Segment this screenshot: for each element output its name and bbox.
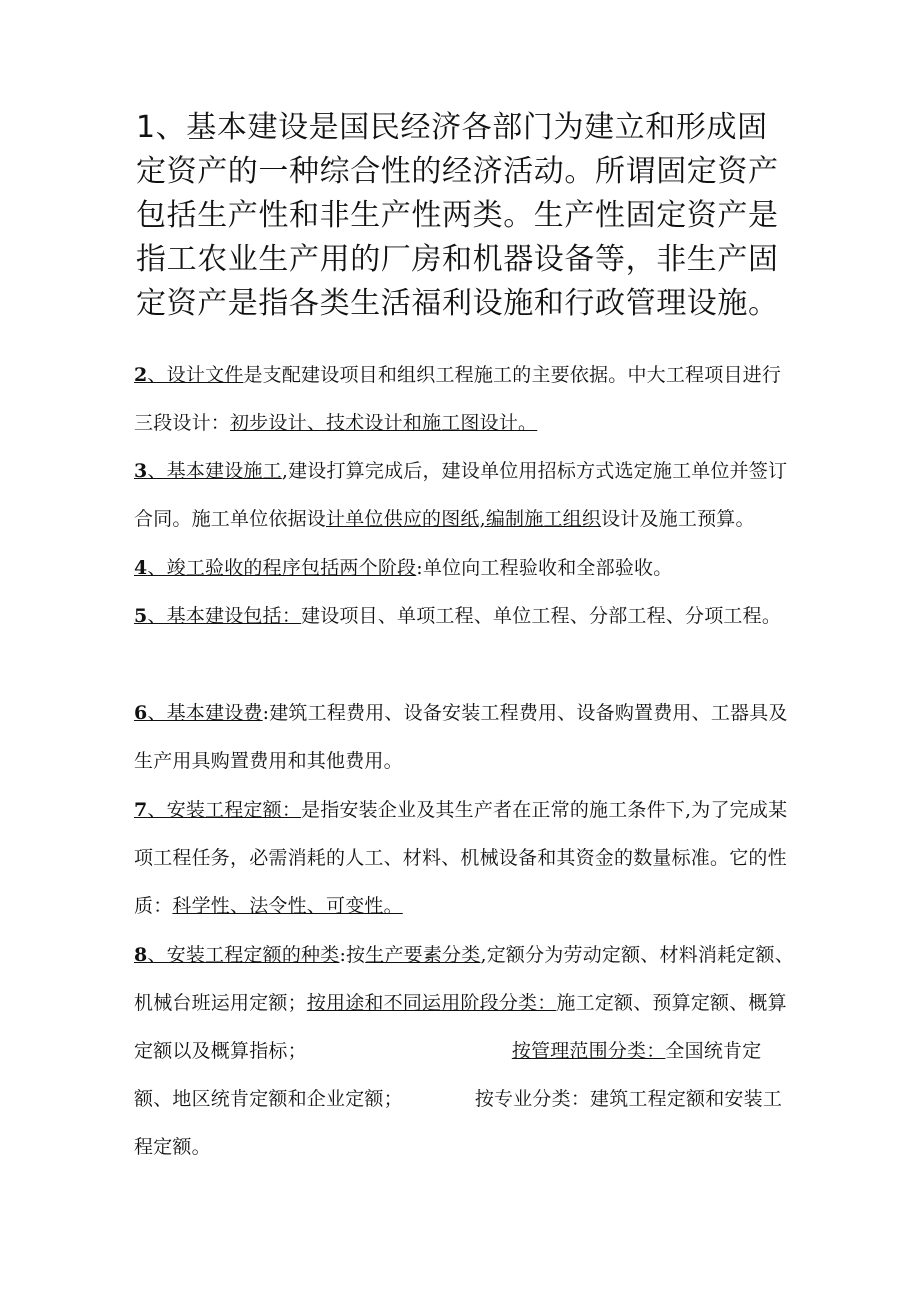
item-7-underlined: 科学性、法令性、可变性。 (172, 895, 403, 917)
item-6-label: 、基本建设费 (147, 702, 263, 724)
item-5-label: 、基本建设包括： (147, 605, 302, 627)
item-3-number: 3 (134, 460, 148, 482)
item-8-underlined-1: 生产要素分类 (365, 944, 481, 966)
paragraph-8 (134, 931, 794, 1171)
item-3-label: 、基本建设施工 (147, 460, 282, 482)
item-2-underlined: 初步设计、技术设计和施工图设计。 (230, 412, 538, 434)
item-5-text: 建设项目、单项工程、单位工程、分部工程、分项工程。 (301, 605, 782, 627)
item-2-number: 2 (134, 364, 148, 386)
item-8-number: 8 (134, 944, 148, 966)
item-4-number: 4 (134, 557, 148, 579)
item-4-text: :单位向工程验收和全部验收。 (416, 557, 673, 579)
item-3-underlined: 计单位供应的图纸,编制施工组织 (326, 508, 602, 530)
item-8-text-2: ,定额分为劳动定额、材料消耗定额、机械台班运用定额； (134, 944, 794, 1014)
item-5-number: 5 (134, 605, 148, 627)
paragraph-1 (136, 106, 796, 326)
paragraph-7 (134, 786, 794, 930)
item-8-text-3: 施工定额、预算定额、概算定额以及概算指标； (134, 992, 787, 1062)
item-8-text: :按 (339, 944, 366, 966)
item-7-text: 是指安装企业及其生产者在正常的施工条件下,为了完成某项工程任务，必需消耗的人工、材料、机械设备和其资金的数量标准。它的性质： (134, 799, 788, 917)
paragraph-4 (134, 544, 794, 592)
item-2-text: 是支配建设项目和组织工程施工的主要依据。中大工程项目进行三段设计： (134, 364, 782, 434)
item-4-label: 、竣工验收的程序包括两个阶段 (147, 557, 417, 579)
item-6-number: 6 (134, 702, 148, 724)
item-8-underlined-3: 按管理范围分类： (511, 1040, 666, 1062)
paragraph-6 (134, 689, 794, 785)
item-7-number: 7 (134, 799, 148, 821)
item-2-label: 、设计文件 (147, 364, 244, 386)
item-7-label: 、安装工程定额： (147, 799, 302, 821)
item-8-text-5: 按专业分类：建筑工程定额和安装工程定额。 (134, 1088, 783, 1158)
paragraph-2 (134, 351, 794, 447)
item-3-text-2: 设计及施工预算。 (601, 508, 755, 530)
item-8-text-4: 全国统肯定额、地区统肯定额和企业定额； (134, 1040, 762, 1110)
paragraph-3 (134, 447, 794, 543)
item-6-text: :建筑工程费用、设备安装工程费用、设备购置费用、工器具及生产用具购置费用和其他费用。 (134, 702, 788, 772)
item-8-label: 、安装工程定额的种类 (147, 944, 340, 966)
item-8-underlined-2: 按用途和不同运用阶段分类： (306, 992, 557, 1014)
item-3-text: ,建设打算完成后，建设单位用招标方式选定施工单位并签订合同。施工单位依据设 (134, 460, 788, 530)
paragraph-5 (134, 592, 794, 640)
paragraph-1-text: 1、基本建设是国民经济各部门为建立和形成固定资产的一种综合性的经济活动。所谓固定资产包括生产性和非生产性两类。生产性固定资产是指工农业生产用的厂房和机器设备等，非生产固定资产是指各类生活福利设施和行政管理设施。 (136, 110, 779, 321)
